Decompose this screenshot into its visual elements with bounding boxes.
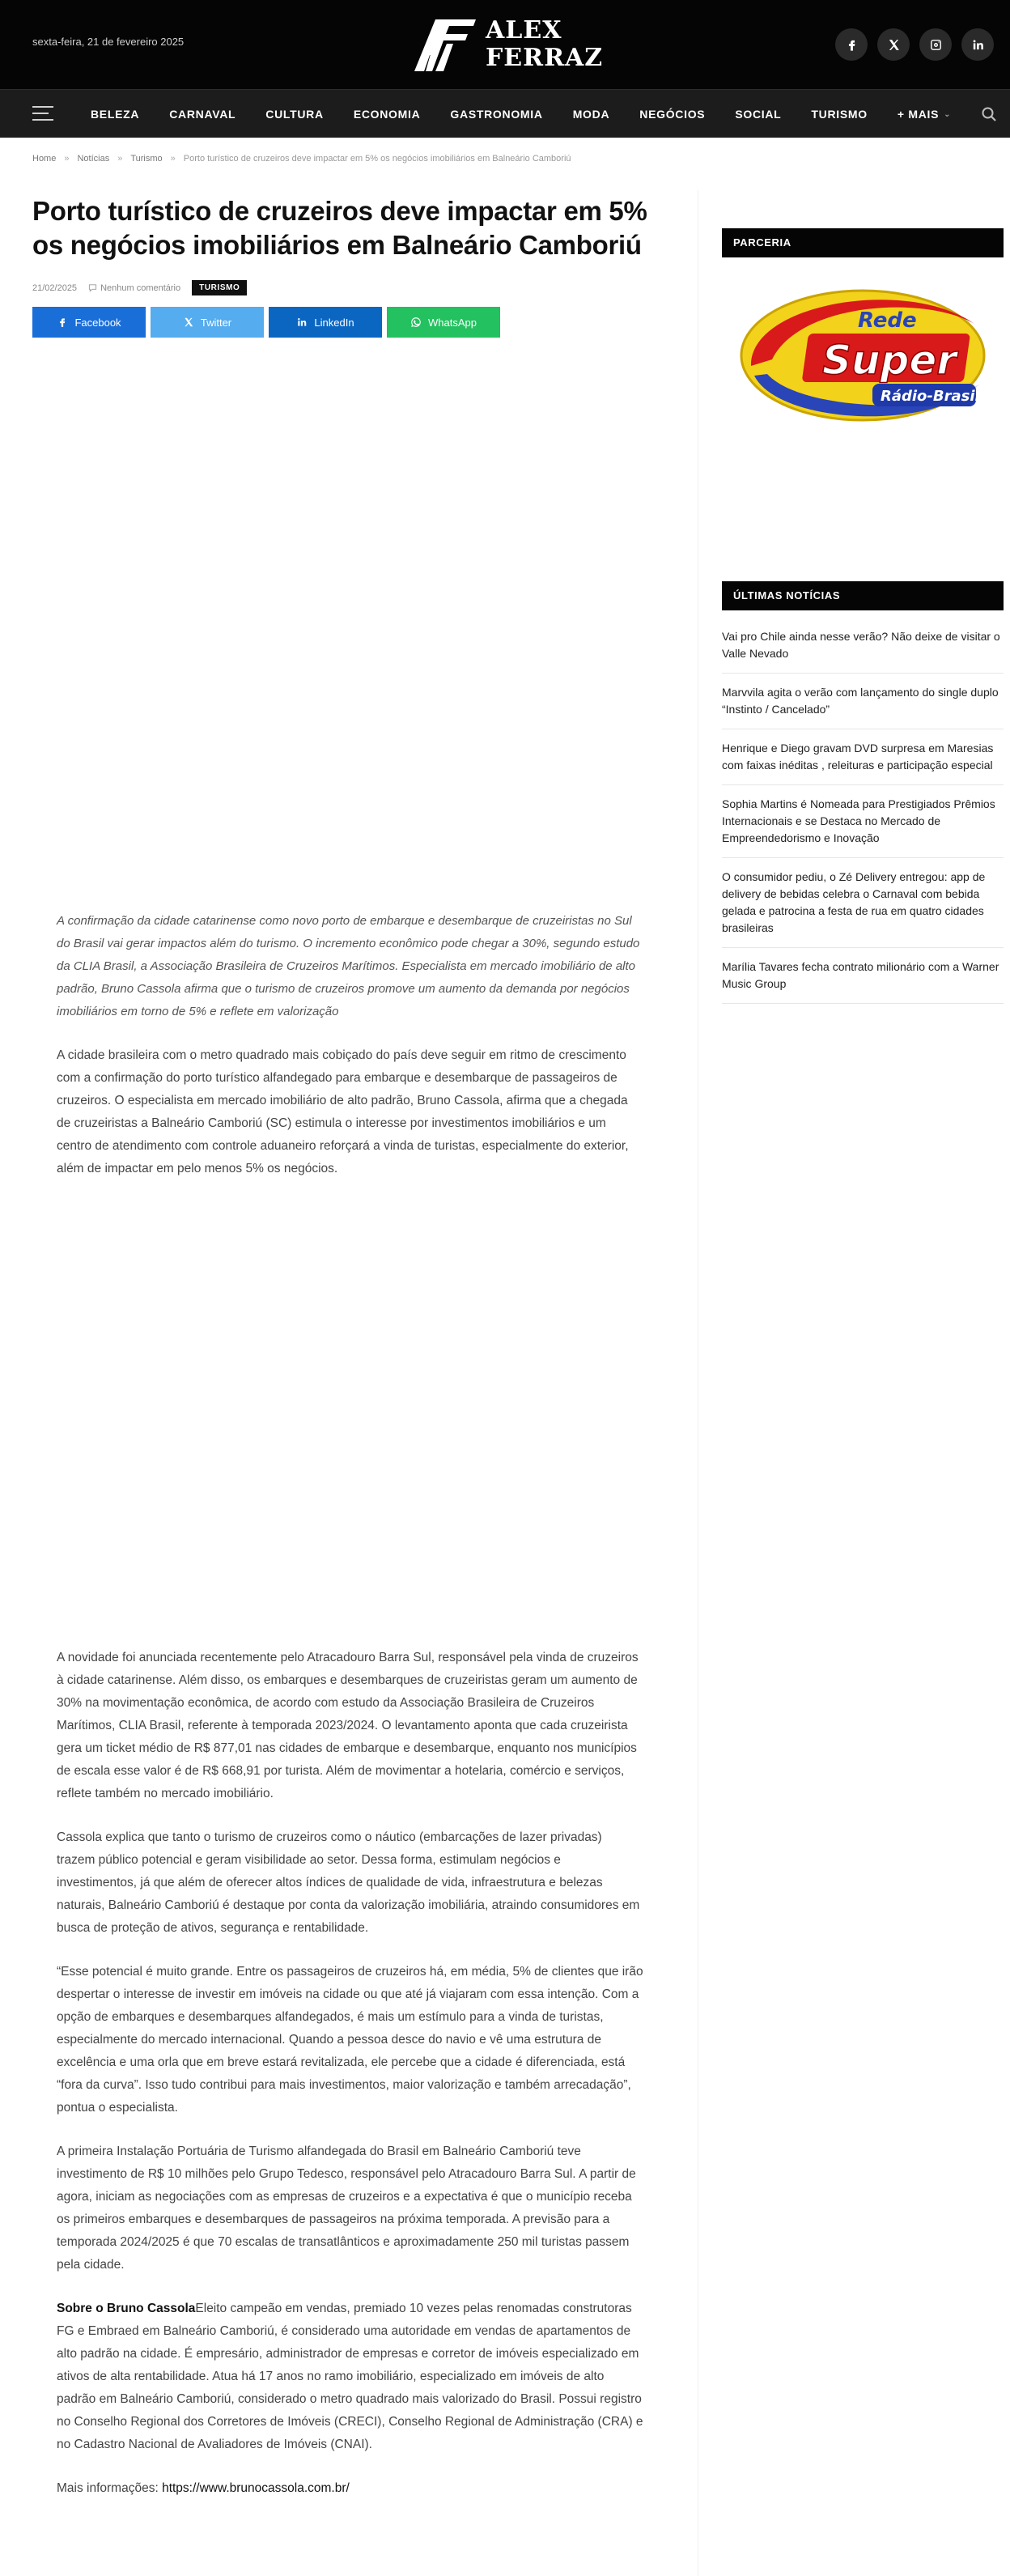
about-label: Sobre o Bruno Cassola	[57, 2302, 196, 2315]
article-header	[32, 194, 656, 338]
whatsapp-icon	[410, 317, 422, 328]
sidebar	[722, 228, 1004, 440]
news-item[interactable]: Marília Tavares fecha contrato milionário com a Warner Music Group	[722, 959, 1004, 1004]
site-logo[interactable]	[411, 16, 603, 73]
nav-items	[91, 90, 951, 138]
more-info-label: Mais informações:	[57, 2481, 163, 2495]
main-nav	[0, 89, 1010, 138]
news-item[interactable]: Marvvila agita o verão com lançamento do single duplo “Instinto / Cancelado”	[722, 684, 1004, 729]
share-facebook-button[interactable]	[32, 307, 146, 338]
top-header	[0, 0, 1010, 89]
article-body-bottom	[57, 1647, 643, 2521]
breadcrumb-sep: »	[117, 154, 123, 164]
partner-logo-word1: Rede	[858, 308, 917, 333]
news-item[interactable]: Henrique e Diego gravam DVD surpresa em Maresias com faixas inéditas , releituras e participação especial	[722, 740, 1004, 785]
article-body-top	[57, 910, 643, 1201]
share-whatsapp-label: WhatsApp	[428, 316, 477, 329]
linkedin-icon	[296, 317, 308, 328]
breadcrumb-home[interactable]: Home	[32, 154, 57, 164]
ad-placeholder	[32, 1222, 656, 1643]
nav-item-economia[interactable]: ECONOMIA	[353, 108, 421, 121]
nav-item-beleza[interactable]: BELEZA	[91, 108, 140, 121]
share-twitter-label: Twitter	[200, 316, 232, 329]
partner-banner[interactable]	[722, 270, 1004, 440]
latest-news-list	[722, 628, 1004, 1014]
breadcrumb-section[interactable]: Notícias	[77, 154, 110, 164]
share-linkedin-button[interactable]	[269, 307, 382, 338]
article-meta	[32, 280, 656, 295]
partner-logo-word3: Rádio-Brasil	[881, 388, 980, 405]
breadcrumb-sep: »	[64, 154, 70, 164]
share-facebook-label: Facebook	[74, 316, 121, 329]
menu-hamburger-icon[interactable]	[32, 106, 53, 122]
comments-count: Nenhum comentário	[100, 283, 181, 293]
nav-item-moda[interactable]: MODA	[572, 108, 610, 121]
comment-icon	[88, 283, 97, 292]
more-info-paragraph	[57, 2477, 643, 2500]
partner-logo-word2: Super	[822, 337, 957, 384]
article-paragraph: “Esse potencial é muito grande. Entre os passageiros de cruzeiros há, em média, 5% de clientes que irão despertar o interesse de investir em imóveis na cidade ou que até já viajaram com essa intenção. Com a opção de embarques e desembarques alfandegados, é mais um estímulo para a vinda de turistas, especialmente do mercado internacional. Quando a pessoa desce do navio e vê uma estrutura de excelência e uma orla que em breve estará revitalizada, ele percebe que a cidade é diferenciada, está “fora da curva”. Isso tudo contribui para mais investimentos, maior valorização e também arrecadação”, pontua o especialista.	[57, 1965, 643, 2115]
linkedin-icon[interactable]	[961, 28, 994, 61]
social-links	[835, 28, 994, 61]
about-paragraph	[57, 2298, 643, 2456]
partner-widget-title: PARCERIA	[722, 228, 1004, 257]
nav-item-turismo[interactable]: TURISMO	[811, 108, 868, 121]
share-twitter-button[interactable]	[151, 307, 264, 338]
breadcrumb-sep: »	[170, 154, 176, 164]
article-paragraph: A cidade brasileira com o metro quadrado mais cobiçado do país deve seguir em ritmo de crescimento com a confirmação do porto turístico alfandegado para embarque e desembarque de passageiros de cruzeiros. O especialista em mercado imobiliário de alto padrão, Bruno Cassola, afirma que a chegada de cruzeiristas a Balneário Camboriú (SC) estimula o interesse por investimentos imobiliários e um centro de atendimento com controle aduaneiro reforçará a vinda de turistas, especialmente do exterior, além de impactar em pelo menos 5% os negócios.	[57, 1048, 629, 1175]
header-date: sexta-feira, 21 de fevereiro 2025	[32, 36, 185, 48]
logo-line-1: ALEX	[486, 16, 562, 45]
chevron-down-icon: ⌄	[944, 109, 952, 119]
news-item[interactable]: Sophia Martins é Nomeada para Prestigiados Prêmios Internacionais e se Destaca no Mercado de Empreendedorismo e Inovação	[722, 796, 1004, 858]
share-whatsapp-button[interactable]	[387, 307, 500, 338]
nav-item-cultura[interactable]: CULTURA	[265, 108, 324, 121]
x-twitter-icon[interactable]	[877, 28, 910, 61]
about-text: Eleito campeão em vendas, premiado 10 vezes pelas renomadas construtoras FG e Embraed em Balneário Camboriú, é considerado uma autoridade em vendas de apartamentos de alto padrão na cidade. É empresário, administrador de empresas e corretor de imóveis especializado em ativos de alta rentabilidade. Atua há 17 anos no ramo imobiliário, especializado em imóveis de alto padrão em Balneário Camboriú, considerado o metro quadrado mais valorizado do Brasil. Possui registro no Conselho Regional dos Corretores de Imóveis (CRECI), Conselho Regional de Administração (CRA) e no Cadastro Nacional de Avaliadores de Imóveis (CNAI).	[57, 2302, 643, 2451]
article-lead: A confirmação da cidade catarinense como novo porto de embarque e desembarque de cruzeiristas no Sul do Brasil vai gerar impactos além do turismo. O incremento econômico pode chegar a 30%, segundo estudo da CLIA Brasil, a Associação Brasileira de Cruzeiros Marítimos. Especialista em mercado imobiliário de alto padrão, Bruno Cassola afirma que o turismo de cruzeiros promove um aumento da demanda por negócios imobiliários em torno de 5% e reflete em valorização	[57, 914, 640, 1018]
breadcrumb	[32, 154, 571, 164]
nav-item-more[interactable]	[898, 108, 951, 121]
instagram-icon[interactable]	[919, 28, 952, 61]
logo-text	[486, 17, 603, 72]
breadcrumb-current: Porto turístico de cruzeiros deve impactar em 5% os negócios imobiliários em Balneário Camboriú	[183, 154, 571, 164]
facebook-icon	[57, 317, 68, 328]
latest-news-title: ÚLTIMAS NOTÍCIAS	[722, 581, 1004, 610]
nav-item-social[interactable]: SOCIAL	[735, 108, 782, 121]
article-paragraph: A primeira Instalação Portuária de Turismo alfandegada do Brasil em Balneário Camboriú teve investimento de R$ 10 milhões pelo Grupo Tedesco, responsável pelo Atracadouro Barra Sul. A partir de agora, iniciam as negociações com as empresas de cruzeiros e a expectativa é que o município receba os primeiros embarques e desembarques de passageiros na próxima temporada. A previsão para a temporada 2024/2025 é que 70 escalas de transatlânticos e aproximadamente 250 mil turistas passem pela cidade.	[57, 2145, 636, 2272]
news-item[interactable]: O consumidor pediu, o Zé Delivery entregou: app de delivery de bebidas celebra o Carnaval com bebida gelada e patrocina a festa de rua em quatro cidades brasileiras	[722, 869, 1004, 948]
logo-line-2: FERRAZ	[486, 44, 604, 72]
rede-super-logo-icon	[722, 270, 1004, 440]
search-icon[interactable]	[981, 106, 997, 122]
facebook-icon[interactable]	[835, 28, 868, 61]
news-item[interactable]: Vai pro Chile ainda nesse verão? Não deixe de visitar o Valle Nevado	[722, 628, 1004, 674]
breadcrumb-category[interactable]: Turismo	[130, 154, 163, 164]
comments-link[interactable]	[88, 283, 180, 293]
nav-more-label: + MAIS	[897, 108, 940, 121]
logo-mark-icon	[411, 16, 479, 73]
more-info-link[interactable]: https://www.brunocassola.com.br/	[162, 2481, 350, 2495]
ad-placeholder	[32, 389, 656, 891]
nav-item-carnaval[interactable]: CARNAVAL	[169, 108, 236, 121]
article-title: Porto turístico de cruzeiros deve impactar em 5% os negócios imobiliários em Balneário Camboriú	[32, 196, 647, 260]
nav-item-gastronomia[interactable]: GASTRONOMIA	[450, 108, 543, 121]
article-date: 21/02/2025	[32, 283, 78, 293]
article-paragraph: Cassola explica que tanto o turismo de cruzeiros como o náutico (embarcações de lazer privadas) trazem público potencial e geram visibilidade ao setor. Dessa forma, estimulam negócios e investimentos, já que além de oferecer altos índices de qualidade de vida, infraestrutura e belezas naturais, Balneário Camboriú é destaque por conta da valorização imobiliária, atraindo consumidores em busca de proteção de ativos, segurança e rentabilidade.	[57, 1830, 640, 1935]
share-linkedin-label: LinkedIn	[314, 316, 354, 329]
share-buttons	[32, 307, 656, 338]
nav-item-negocios[interactable]: NEGÓCIOS	[639, 108, 706, 121]
category-badge[interactable]: TURISMO	[192, 280, 247, 295]
x-twitter-icon	[183, 317, 194, 328]
article-paragraph: A novidade foi anunciada recentemente pelo Atracadouro Barra Sul, responsável pela vinda de cruzeiros à cidade catarinense. Além disso, os embarques e desembarques de cruzeiristas geram um aumento de 30% na movimentação econômica, de acordo com estudo da Associação Brasileira de Cruzeiros Marítimos, CLIA Brasil, referente à temporada 2023/2024. O levantamento aponta que cada cruzeirista gera um ticket médio de R$ 877,01 nas cidades de embarque e desembarque, enquanto nos municípios de escala esse valor é de R$ 668,91 por turista. Além de movimentar a hotelaria, comércio e serviços, reflete também no mercado imobiliário.	[57, 1651, 639, 1800]
